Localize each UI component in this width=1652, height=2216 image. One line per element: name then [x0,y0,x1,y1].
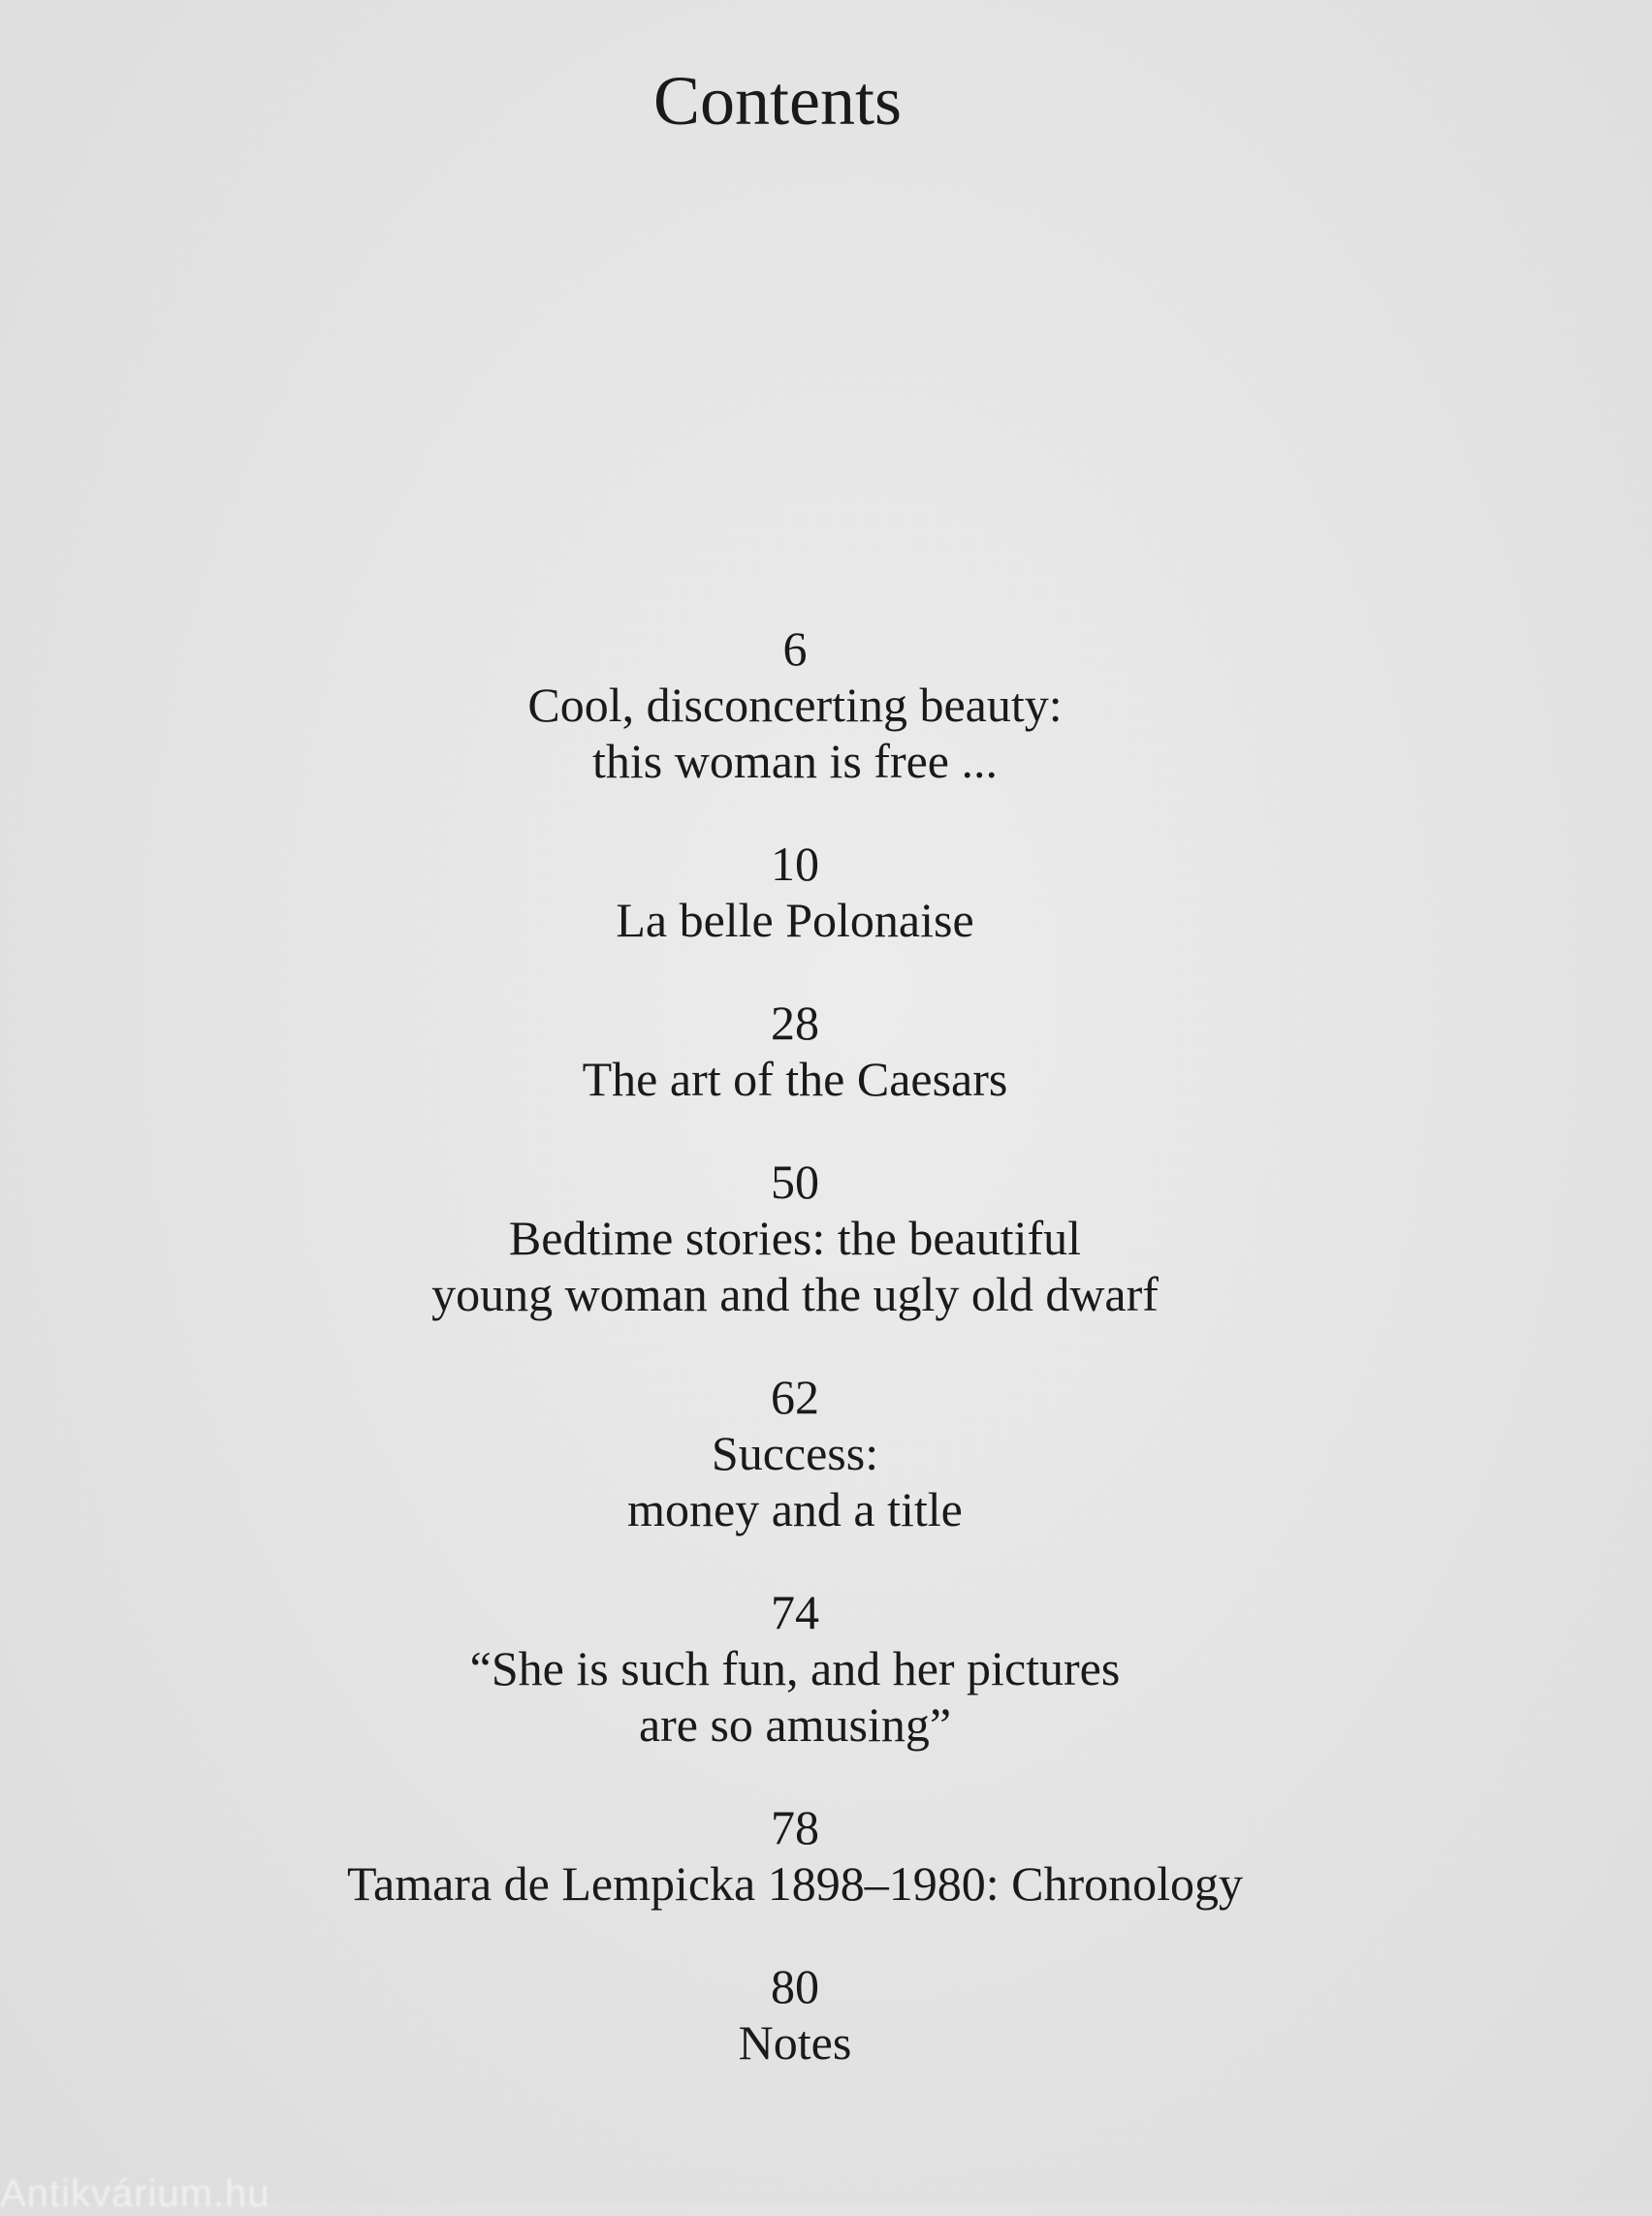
toc-entry [0,1154,1590,1322]
toc-page-number: 74 [771,1585,819,1639]
toc-entry [0,620,1590,789]
toc-entry [0,1958,1590,2071]
toc-chapter-title: Tamara de Lempicka 1898–1980: Chronology [346,1856,1244,1911]
table-of-contents [0,620,1590,2117]
toc-entry [0,995,1590,1107]
watermark: Antikvárium.hu [0,2172,270,2215]
toc-chapter-title: The art of the Caesars [582,1052,1008,1106]
toc-entry [0,836,1590,948]
toc-entry [0,1584,1590,1753]
toc-entry [0,1799,1590,1912]
toc-chapter-title: Notes [738,2015,852,2070]
toc-chapter-title: Cool, disconcerting beauty: [527,678,1063,732]
toc-page-number: 78 [771,1800,819,1854]
toc-chapter-title: Bedtime stories: the beautiful [508,1211,1082,1265]
toc-chapter-title: Success: [711,1426,879,1480]
page-title: Contents [652,62,902,140]
toc-chapter-title: are so amusing” [638,1697,952,1752]
toc-chapter-title: young woman and the ugly old dwarf [431,1267,1159,1321]
toc-page-number: 10 [771,837,819,891]
toc-entry [0,1369,1590,1537]
toc-chapter-title: La belle Polonaise [616,893,974,947]
toc-chapter-title: this woman is free ... [592,734,998,788]
toc-page-number: 62 [771,1370,819,1424]
toc-chapter-title: “She is such fun, and her pictures [469,1641,1121,1695]
toc-page-number: 6 [782,621,808,676]
toc-page-number: 50 [771,1155,819,1209]
toc-page-number: 28 [771,996,819,1050]
toc-page-number: 80 [771,1959,819,2013]
toc-chapter-title: money and a title [627,1482,963,1536]
